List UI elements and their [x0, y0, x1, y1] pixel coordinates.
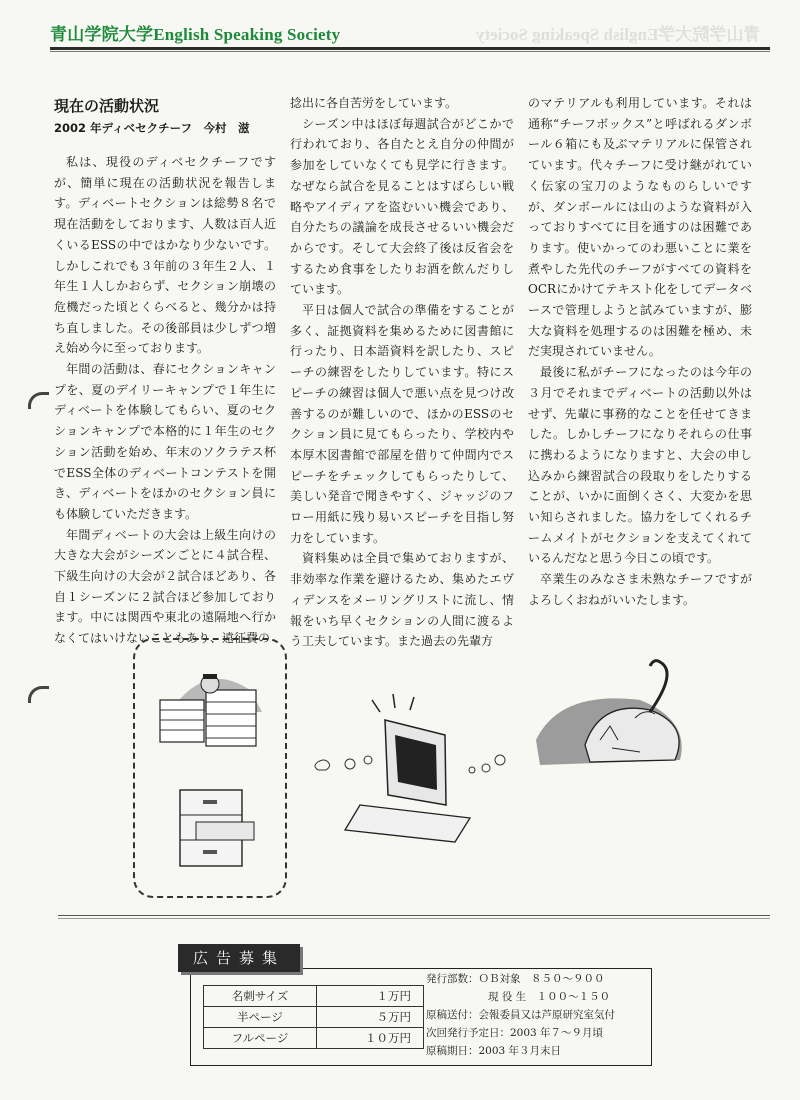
ad-size: 名刺サイズ: [204, 986, 317, 1007]
copies-current: 現 役 生 １００～１５０: [488, 991, 611, 1003]
ad-recruitment-label: 広告募集: [178, 944, 300, 972]
ad-price: １０万円: [317, 1028, 424, 1049]
ad-price-table: [203, 985, 424, 1049]
article-title: 現在の活動状況: [54, 97, 160, 115]
table-row: [204, 1007, 424, 1028]
ad-size: 半ページ: [204, 1007, 317, 1028]
paragraph: 資料集めは全員で集めておりますが、非効率な作業を避けるため、集めたエヴィデンスをメーリングリストに流し、情報をいち早くセクションの人間に渡るよう工夫しています。また過去の先輩方: [290, 551, 514, 649]
paragraph: のマテリアルも利用しています。それは通称“チーフボックス”と呼ばれるダンボール６箱にも及ぶマテリアルに保管されています。代々チーフに受け継がれていく伝家の宝刀のようなものらしいですが、ダンボールには山のような資料が入っておりすべてに目を通すのは困難であります。使いかってのわ悪いことに業を煮やした先代のチーフがすべての資料をOCRにかけてテキスト化をしてデータベースで管理しようと試みていますが、膨大な資料を処理するのは困難を極め、未だ実現されていません。: [528, 96, 752, 359]
footer-divider: [58, 915, 770, 916]
article-byline: 2002 年ディベセクチーフ 今村 滋: [54, 121, 250, 135]
manuscript-send: 原稿送付：会報委員又は芦原研究室気付: [426, 1009, 615, 1021]
paragraph: 年間の活動は、春にセクションキャンプを、夏のデイリーキャンプで１年生にディベートを体験してもらい、夏のセクションキャンプで本格的に１年生のセクション活動を始め、年末のソクラテス杯でESS全体のディベートコンテストを開き、ディベートをほかのセクション員にも体験していただきます。: [54, 362, 276, 521]
paragraph: 卒業生のみなさま未熟なチーフですがよろしくおねがいいたします。: [528, 572, 752, 607]
paragraph: 平日は個人で試合の準備をすることが多く、証拠資料を集めるために図書館に行ったり、日本語資料を訳したり、スピーチの練習をしたりしています。特にスピーチの練習は個人で悪い点を見つけ改善するのが難しいので、ほかのESSのセクション員に見てもらったり、学校内や本厚木図書館で部屋を借りて仲間内でスピーチをチェックしてもらったりして、美しい発音で聞きやすく、ジャッジのフロー用紙に残り易いスピーチを目指し努力をしています。: [290, 303, 514, 545]
filing-cabinet-illustration: [180, 790, 254, 866]
ad-price: ５万円: [317, 1007, 424, 1028]
copies-ob: 発行部数：ＯＢ対象 ８５０～９００: [426, 973, 605, 985]
paragraph: 年間ディベートの大会は上級生向けの大きな大会がシーズンごとに４試合程、下級生向けの大会が２試合ほどあり、各自１シーズンに２試合ほど参加しております。中には関西や東北の遠隔地へ行かなくてはいけないこともあり、遠征費の: [54, 527, 276, 646]
paper-stack-illustration: [160, 674, 262, 746]
show-through-title: 青山学院大学English Speaking Society: [475, 25, 760, 44]
paragraph: 最後に私がチーフになったのは今年の３月でそれまでディベートの活動以外はせず、先輩に事務的なことを任せてきました。しかしチーフになりそれらの仕事に携わるようになりますと、大会の申し込みから練習試合の段取りをしたりすることが、いかに面倒くさく、大変かを思い知らされました。協力をしてくれるチームメイトがセクションを支えてくれているんだなと思う今日この頃です。: [528, 365, 752, 566]
table-row: [204, 986, 424, 1007]
newsletter-title: 青山学院大学English Speaking Society: [50, 25, 341, 44]
ad-size: フルページ: [204, 1028, 317, 1049]
paragraph: シーズン中はほぼ毎週試合がどこかで行われており、各自たとえ自分の仲間が参加をしていなくても見学に行きます。なぜなら試合を見ることはすばらしい戦略やアイディアを盗むいい機会であり、自分たちの議論を成長させるいい機会だからです。そして大会終了後は反省会をするため食事をしたりお酒を飲んだりしています。: [290, 116, 514, 297]
computer-illustration: [315, 694, 505, 842]
sleeping-cat-illustration: [536, 661, 682, 765]
footer-divider-thin: [58, 918, 770, 919]
ad-price: １万円: [317, 986, 424, 1007]
manuscript-deadline: 原稿期日：2003 年３月末日: [426, 1045, 562, 1057]
next-issue-date: 次回発行予定日：2003 年７～９月頃: [426, 1027, 604, 1039]
table-row: [204, 1028, 424, 1049]
paragraph: 私は、現役のディベセクチーフですが、簡単に現在の活動状況を報告します。ディベートセクションは総勢８名で現在活動をしております、人数は百人近くいるESSの中ではかなり少ないです。しかしこれでも３年前の３年生２人、１年生１人しかおらず、セクション崩壊の危機だった頃とくらべると、幾分かは持ち直しました。その後部員は少しずつ増え始め今に至っております。: [54, 155, 276, 356]
paragraph: 捻出に各自苦労をしています。: [290, 96, 458, 110]
publication-info: [426, 970, 656, 1060]
